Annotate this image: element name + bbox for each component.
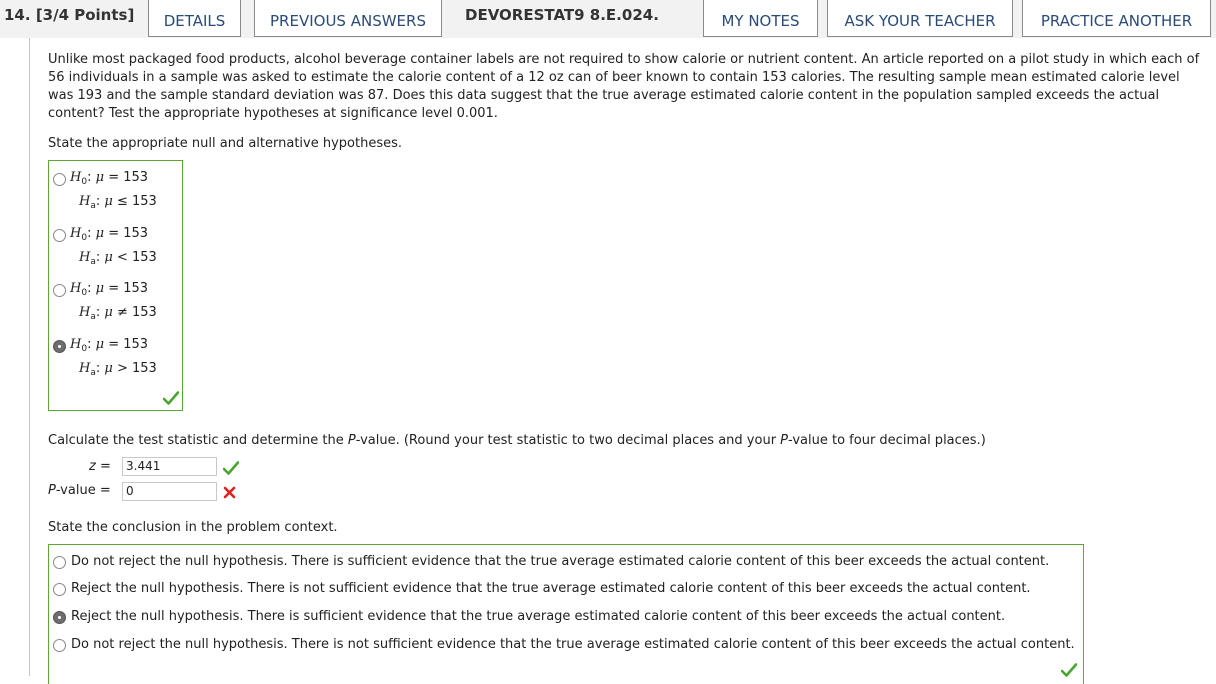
conclusion-option-4: Do not reject the null hypothesis. There is not sufficient evidence that the true average estimated calorie content of this beer exceeds the actual content. (71, 637, 1075, 652)
hypothesis-option-3-ha: $H_a$: μ ≠ 153 (79, 305, 157, 322)
hypothesis-option-4-ha: $H_a$: μ > 153 (79, 361, 157, 378)
p-value-label: P-value = (48, 483, 111, 498)
my-notes-tab[interactable]: MY NOTES (703, 0, 818, 37)
practice-another-tab[interactable]: PRACTICE ANOTHER (1022, 0, 1211, 37)
conclusion-radio-4[interactable] (53, 639, 66, 652)
question-number: 14. [3/4 Points] (4, 6, 135, 24)
hypotheses-prompt: State the appropriate null and alternative hypotheses. (48, 136, 402, 151)
correct-check-icon (223, 461, 239, 475)
problem-line: 56 individuals in a sample was asked to estimate the calorie content of a 12 oz can of beer known to contain 153 calories. The resulting sample mean estimated calorie level (48, 70, 1180, 85)
conclusion-answer-box (48, 544, 1084, 684)
conclusion-radio-1[interactable] (53, 556, 66, 569)
hypothesis-option-2-h0: $H_0$: μ = 153 (70, 226, 149, 243)
problem-line: Unlike most packaged food products, alcohol beverage container labels are not required to show calorie or nutrient content. An article reported on a pilot study in which each of (48, 52, 1200, 67)
details-tab[interactable]: DETAILS (148, 0, 241, 37)
hypothesis-radio-3[interactable] (53, 284, 66, 297)
correct-check-icon (1061, 663, 1077, 677)
hypotheses-answer-box (48, 160, 183, 411)
conclusion-option-3: Reject the null hypothesis. There is sufficient evidence that the true average estimated calorie content of this beer exceeds the actual content. (71, 609, 1006, 624)
conclusion-prompt: State the conclusion in the problem context. (48, 520, 338, 535)
hypothesis-option-2-ha: $H_a$: μ < 153 (79, 250, 157, 267)
hypothesis-option-4-h0: $H_0$: μ = 153 (70, 337, 149, 354)
conclusion-option-2: Reject the null hypothesis. There is not sufficient evidence that the true average estimated calorie content of this beer exceeds the actual content. (71, 581, 1031, 596)
previous-answers-tab[interactable]: PREVIOUS ANSWERS (254, 0, 442, 37)
problem-statement (48, 51, 1210, 123)
problem-line: content? Test the appropriate hypotheses at significance level 0.001. (48, 106, 498, 121)
test-statistic-prompt: Calculate the test statistic and determine the P-value. (Round your test statistic to two decimal places and your P-value to four decimal places.) (48, 433, 986, 448)
hypothesis-radio-2[interactable] (53, 229, 66, 242)
hypothesis-radio-1[interactable] (53, 173, 66, 186)
hypothesis-option-1-h0: $H_0$: μ = 153 (70, 170, 149, 187)
incorrect-x-icon (223, 486, 236, 499)
z-label: z = (89, 459, 111, 474)
question-header (0, 0, 1216, 38)
ask-your-teacher-tab[interactable]: ASK YOUR TEACHER (827, 0, 1013, 37)
conclusion-option-1: Do not reject the null hypothesis. There is sufficient evidence that the true average estimated calorie content of this beer exceeds the actual content. (71, 554, 1050, 569)
question-points: [3/4 Points] (35, 6, 135, 24)
hypothesis-radio-4-selected[interactable] (53, 340, 66, 353)
question-id: DEVORESTAT9 8.E.024. (465, 6, 659, 24)
question-content (29, 38, 1216, 676)
hypothesis-option-1-ha: $H_a$: μ ≤ 153 (79, 194, 157, 211)
conclusion-radio-2[interactable] (53, 583, 66, 596)
z-statistic-input[interactable]: 3.441 (122, 457, 217, 476)
hypothesis-option-3-h0: $H_0$: μ = 153 (70, 281, 149, 298)
problem-line: was 193 and the sample standard deviation was 87. Does this data suggest that the true average estimated calorie content in the population sampled exceeds the actual (48, 88, 1160, 103)
conclusion-radio-3-selected[interactable] (53, 611, 66, 624)
correct-check-icon (163, 391, 179, 405)
p-value-input[interactable]: 0 (122, 482, 217, 501)
